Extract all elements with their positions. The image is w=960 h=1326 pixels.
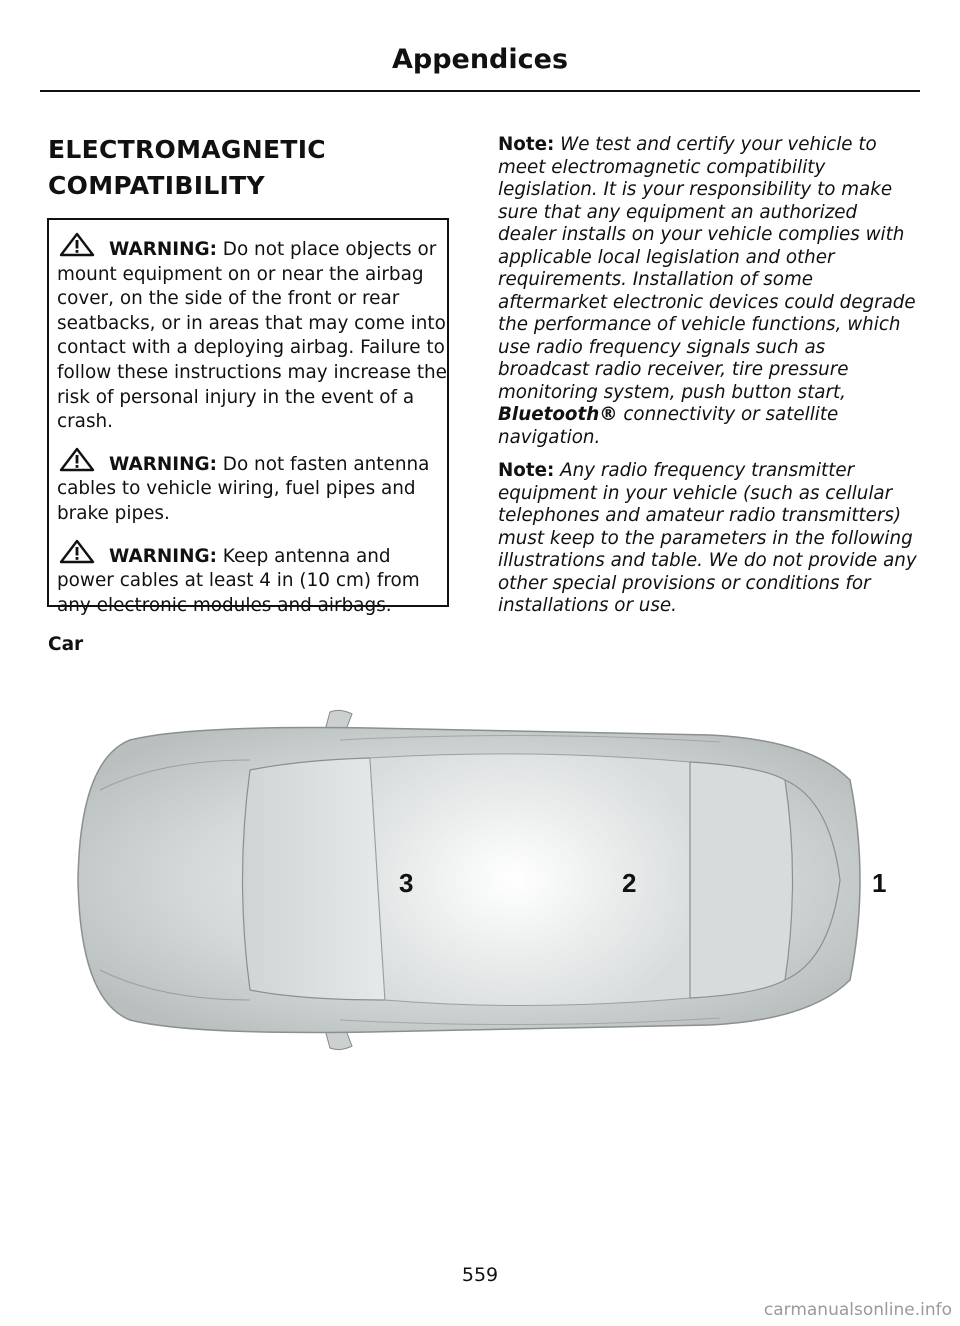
section-title [48, 132, 448, 204]
warning-3-label: WARNING: [109, 545, 217, 567]
warning-triangle-icon [57, 232, 105, 257]
warning-2-label: WARNING: [109, 453, 217, 475]
note-1-bold-term: Bluetooth® [498, 404, 618, 425]
note-1-text-after: connectivity or satellite navigation. [498, 404, 839, 448]
car-top-view-figure [70, 700, 900, 1060]
callout-3: 3 [399, 868, 414, 898]
note-1-text-before: We test and certify your vehicle to meet electromagnetic compatibility legislation. It is your responsibility to make sure that any equipment an authorized dealer installs on your vehicle complies with applicable local legislation and other requirements. Installation of some aftermarket electronic devices could degrade the performance of vehicle functions, which use radio frequency signals such as broadcast radio receiver, tire pressure monitoring system, push button start, [498, 134, 916, 403]
warning-2-text: Do not fasten antenna cables to vehicle wiring, fuel pipes and brake pipes. [57, 453, 430, 524]
warning-1-label: WARNING: [109, 239, 217, 260]
warning-1-text: Do not place objects or mount equipment on or near the airbag cover, on the side of the front or rear seatbacks, or in areas that may come into contact with a deploying airbag. Failure to follow these instructions may increase the risk of personal injury in the event of a crash. [57, 239, 448, 433]
note-1-text [498, 134, 916, 448]
warning-1 [57, 232, 453, 435]
note-2-label: Note: [498, 460, 555, 481]
warning-box [47, 218, 449, 616]
figure-label: Car [48, 634, 84, 655]
callout-1: 1 [872, 868, 887, 898]
car-top-view-illustration [70, 700, 900, 1060]
callout-2: 2 [622, 868, 637, 898]
section-title-line2: COMPATIBILITY [48, 171, 265, 200]
warning-triangle-icon [57, 447, 105, 472]
notes-column [498, 134, 918, 629]
page-header-title: Appendices [391, 44, 569, 75]
note-2-text: Any radio frequency transmitter equipment in your vehicle (such as cellular telephones and amateur radio transmitters) must keep to the parameters in the following illustrations and table. We do not provide any other special provisions or conditions for installations or use. [498, 460, 917, 616]
header-divider [40, 90, 920, 92]
note-1 [498, 134, 918, 449]
warning-triangle-icon [57, 539, 105, 564]
page-number: 559 [461, 1264, 499, 1286]
warning-3-text: Keep antenna and power cables at least 4 in (10 cm) from any electronic modules and airbags. [57, 545, 420, 616]
warning-3 [57, 539, 453, 619]
note-2 [498, 460, 918, 618]
watermark-link[interactable]: carmanualsonline.info [763, 1300, 952, 1320]
warning-2 [57, 447, 453, 527]
note-1-label: Note: [498, 134, 555, 155]
section-title-line1: ELECTROMAGNETIC [48, 135, 326, 164]
